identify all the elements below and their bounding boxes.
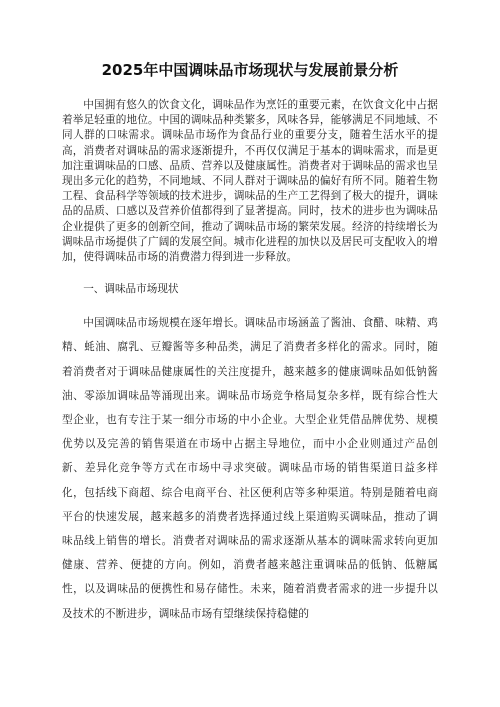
document-title: 2025年中国调味品市场现状与发展前景分析 [101, 61, 399, 79]
section-heading: 一、调味品市场现状 [83, 283, 179, 296]
document-page [62, 60, 438, 626]
section-paragraph: 中国调味品市场规模在逐年增长。调味品市场涵盖了酱油、食醋、味精、鸡精、蚝油、腐乳、豆瓣酱等多种品类，满足了消费者多样化的需求。同时，随着消费者对于调味品健康属性的关注度提升，越来越多的健康调味品如低钠酱油、零添加调味品等涌现出来。调味品市场竞争格局复杂多样，既有综合性大型企业，也有专注于某一细分市场的中小企业。大型企业凭借品牌优势、规模优势以及完善的销售渠道在市场中占据主导地位，而中小企业则通过产品创新、差异化竞争等方式在市场中寻求突破。调味品市场的销售渠道日益多样化，包括线下商超、综合电商平台、社区便利店等多种渠道。特别是随着电商平台的快速发展，越来越多的消费者选择通过线上渠道购买调味品，推动了调味品线上销售的增长。消费者对调味品的需求逐渐从基本的调味需求转向更加健康、营养、便捷的方向。例如，消费者越来越注重调味品的低钠、低糖属性，以及调味品的便携性和易存储性。未来，随着消费者需求的进一步提升以及技术的不断进步，调味品市场有望继续保持稳健的 [62, 317, 438, 620]
intro-paragraph: 中国拥有悠久的饮食文化，调味品作为烹饪的重要元素，在饮食文化中占据着举足轻重的地位。中国的调味品种类繁多，风味各异，能够满足不同地域、不同人群的口味需求。调味品市场作为食品行业的重要分支，随着生活水平的提高，消费者对调味品的需求逐渐提升，不再仅仅满足于基本的调味需求，而是更加注重调味品的口感、品质、营养以及健康属性。消费者对于调味品的需求也呈现出多元化的趋势，不同地域、不同人群对于调味品的偏好有所不同。随着生物工程、食品科学等领域的技术进步，调味品的生产工艺得到了极大的提升，调味品的品质、口感以及营养价值都得到了显著提高。同时，技术的进步也为调味品企业提供了更多的创新空间，推动了调味品市场的繁荣发展。经济的持续增长为调味品市场提供了广阔的发展空间。城市化进程的加快以及居民可支配收入的增加，使得调味品市场的消费潜力得到进一步释放。 [62, 99, 438, 264]
